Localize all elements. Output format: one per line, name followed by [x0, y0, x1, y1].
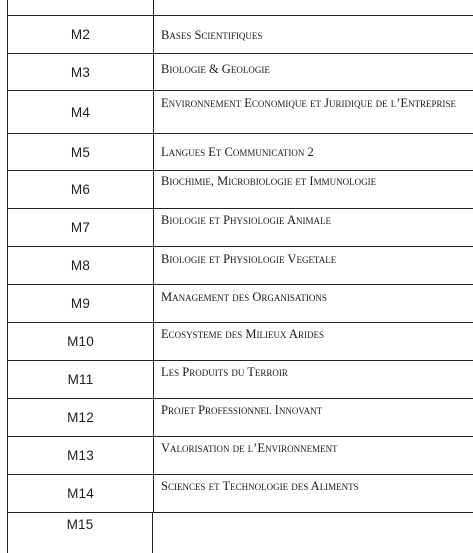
module-code: M4 [8, 91, 154, 133]
module-code: M9 [8, 285, 154, 322]
table-row [8, 285, 473, 323]
module-code: M2 [8, 16, 154, 53]
table-row [8, 16, 473, 54]
module-code: M3 [8, 54, 154, 90]
module-code: M7 [8, 209, 154, 246]
table-row [8, 323, 473, 361]
module-code: M11 [8, 361, 154, 398]
module-code: M10 [8, 323, 154, 360]
module-title: Langues Et Communication 2 [161, 145, 314, 159]
table-row [8, 0, 473, 16]
table-row [8, 171, 473, 209]
module-title: Biochimie, Microbiologie et Immunologie [161, 174, 377, 188]
module-title: Bases Scientifiques [161, 27, 263, 42]
module-title [154, 0, 473, 15]
module-title: Sciences et Technologie des Aliments [161, 479, 359, 493]
table-row [8, 437, 473, 475]
module-title: Valorisation de l’Environnement [161, 441, 338, 455]
module-title: Biologie et Physiologie Vegetale [161, 252, 337, 266]
module-title: Les Produits du Terroir [161, 365, 288, 379]
module-code: M13 [8, 437, 154, 474]
table-row [8, 399, 473, 437]
module-title: Environnement Economique et Juridique de l’Entreprise [161, 96, 457, 110]
module-code: M15 [8, 513, 153, 553]
module-code: M5 [8, 134, 154, 170]
table-row [8, 209, 473, 247]
module-title: Management des Organisations [161, 290, 327, 304]
module-title: Projet Professionnel Innovant [161, 403, 323, 417]
table-row [8, 54, 473, 91]
modules-table [7, 0, 473, 553]
module-code: M12 [8, 399, 154, 436]
module-title: Ecosysteme des Milieux Arides [161, 327, 324, 341]
table-row [8, 361, 473, 399]
module-code: M14 [8, 475, 154, 512]
table-row [8, 247, 473, 285]
module-code [8, 0, 154, 15]
module-title: Biologie et Physiologie Animale [161, 213, 331, 227]
table-row [8, 134, 473, 171]
table-row [8, 513, 473, 553]
module-title [153, 513, 473, 553]
table-row [8, 91, 473, 134]
module-code: M8 [8, 247, 154, 284]
module-code: M6 [8, 171, 154, 208]
table-row [8, 475, 473, 513]
module-title: Biologie & Geologie [161, 62, 270, 76]
